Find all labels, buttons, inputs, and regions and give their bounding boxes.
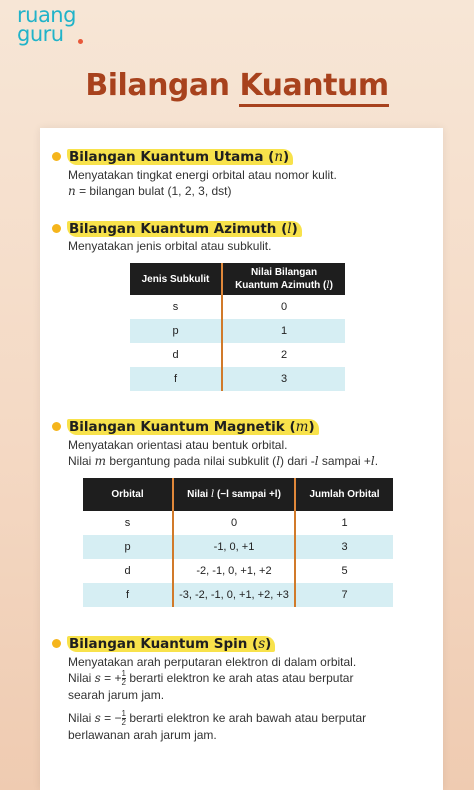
table-row [83, 535, 393, 559]
l-symbol: l [211, 489, 215, 500]
spin-desc: Menyatakan arah perputaran elektron di dalam orbital. [68, 655, 357, 669]
denominator: 2 [121, 718, 126, 728]
cell: s [124, 517, 131, 529]
bullet-icon [52, 224, 61, 233]
t: berarti elektron ke arah bawah atau berputar [125, 711, 367, 725]
t: berlawanan arah jarum jam. [68, 728, 217, 743]
magnetik-table [83, 478, 393, 607]
t: Nilai [187, 489, 211, 500]
heading-text: Bilangan Kuantum Spin ( [69, 635, 259, 652]
t: searah jarum jam. [68, 688, 165, 703]
cell: 1 [295, 511, 393, 535]
cell: f [130, 367, 222, 391]
section-magnetik-heading [52, 418, 319, 436]
l-symbol: l [276, 454, 281, 468]
table-row [130, 367, 345, 391]
t: (−l sampai +l) [214, 489, 281, 500]
s-symbol: s [94, 711, 101, 725]
t: = + [100, 671, 122, 685]
azimuth-table [130, 263, 345, 391]
l-symbol: l [314, 454, 319, 468]
utama-value-text: = bilangan bulat (1, 2, 3, dst) [75, 184, 232, 198]
cell: 3 [295, 535, 393, 559]
page-title [0, 68, 474, 103]
t: . [374, 454, 379, 468]
cell: 0 [222, 295, 345, 319]
cell: d [172, 349, 179, 361]
header-close: ) [329, 280, 333, 291]
t: ) dari - [280, 454, 315, 468]
cell: -1, 0, +1 [173, 535, 295, 559]
heading-symbol: l [287, 220, 292, 237]
heading-close: ) [291, 220, 298, 237]
numerator: 1 [121, 669, 126, 679]
t: bergantung pada nilai subkulit ( [106, 454, 277, 468]
section-azimuth-heading [52, 220, 302, 238]
magnetik-range [68, 453, 378, 469]
section-utama-heading [52, 148, 293, 166]
cell: 3 [222, 367, 345, 391]
heading-close: ) [283, 148, 290, 165]
t: Nilai [68, 711, 95, 725]
header-symbol: l [326, 280, 330, 291]
heading-text: Bilangan Kuantum Magnetik ( [69, 418, 296, 435]
logo-line1: ruang [17, 3, 76, 27]
ruangguru-logo [17, 3, 76, 46]
numerator: 1 [121, 709, 126, 719]
cell: f [83, 583, 173, 607]
m-symbol: m [94, 454, 107, 468]
table-row [83, 583, 393, 607]
heading-close: ) [265, 635, 272, 652]
heading-symbol: s [258, 635, 266, 652]
table-row [130, 295, 345, 319]
col-jenis-subkulit: Jenis Subkulit [130, 263, 222, 295]
s-symbol: s [94, 671, 101, 685]
table-row [130, 343, 345, 367]
utama-value [68, 183, 232, 199]
denominator: 2 [121, 678, 126, 688]
section-spin-heading [52, 635, 275, 653]
cell: 1 [222, 319, 345, 343]
cell: -3, -2, -1, 0, +1, +2, +3 [173, 583, 295, 607]
magnetik-desc: Menyatakan orientasi atau bentuk orbital. [68, 438, 288, 452]
heading-symbol: m [295, 418, 309, 435]
col-nilai-azimuth [222, 263, 345, 295]
t: Nilai [68, 671, 95, 685]
l-symbol: l [370, 454, 375, 468]
logo-line2: guru [17, 22, 64, 46]
col-orbital: Orbital [83, 478, 173, 511]
azimuth-desc: Menyatakan jenis orbital atau subkulit. [68, 239, 272, 253]
cell: 5 [295, 559, 393, 583]
cell: p [130, 319, 222, 343]
t: Nilai [68, 454, 95, 468]
heading-symbol: n [274, 148, 284, 165]
t: sampai + [318, 454, 371, 468]
table-row [130, 319, 345, 343]
spin-down [68, 710, 366, 743]
cell: d [124, 565, 131, 577]
bullet-icon [52, 422, 61, 431]
cell: p [83, 535, 173, 559]
col-nilai-l [173, 478, 295, 511]
t: = − [100, 711, 122, 725]
logo-dot [78, 39, 83, 44]
t: berarti elektron ke arah atas atau berputar [125, 671, 354, 685]
header-line2: Kuantum Azimuth ( [235, 280, 327, 291]
heading-close: ) [308, 418, 315, 435]
bullet-icon [52, 639, 61, 648]
header-line1: Nilai Bilangan [250, 267, 318, 278]
n-symbol: n [68, 184, 76, 198]
title-part2: Kuantum [239, 68, 388, 107]
cell: s [172, 301, 179, 313]
table-row [83, 511, 393, 535]
title-part1: Bilangan [85, 68, 240, 103]
heading-text: Bilangan Kuantum Utama ( [69, 148, 275, 165]
heading-text: Bilangan Kuantum Azimuth ( [69, 220, 288, 237]
cell: 7 [295, 583, 393, 607]
spin-up [68, 670, 353, 703]
utama-desc: Menyatakan tingkat energi orbital atau nomor kulit. [68, 168, 337, 182]
bullet-icon [52, 152, 61, 161]
cell: -2, -1, 0, +1, +2 [173, 559, 295, 583]
col-jumlah-orbital: Jumlah Orbital [295, 478, 393, 511]
cell: 0 [173, 511, 295, 535]
table-row [83, 559, 393, 583]
cell: 2 [222, 343, 345, 367]
